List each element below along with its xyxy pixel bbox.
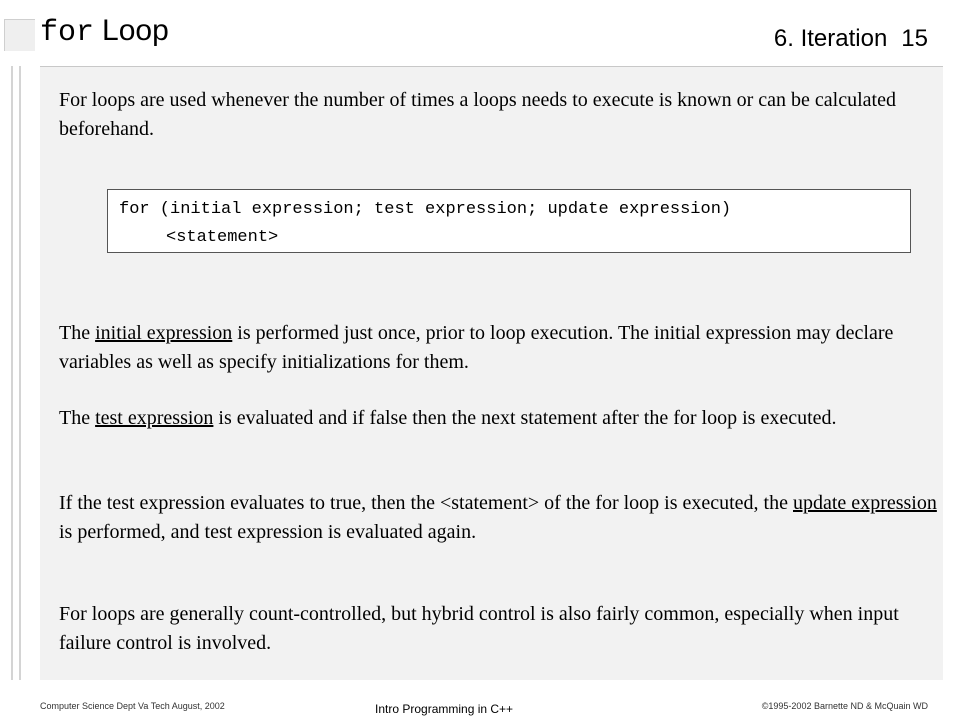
test-expression-paragraph — [59, 404, 939, 433]
slide-title — [40, 14, 169, 54]
content-panel-top-border — [40, 66, 943, 67]
footer-copyright: ©1995-2002 Barnette ND & McQuain WD — [761, 701, 928, 711]
paragraph-text: is performed, and test expression is evaluated again. — [59, 521, 477, 543]
term-initial-expression: initial expression — [95, 322, 233, 344]
syntax-code-box — [107, 189, 911, 253]
title-keyword: for — [40, 16, 95, 50]
footer-course: Intro Programming in C++ — [375, 702, 514, 716]
corner-decoration — [4, 19, 35, 51]
paragraph-text: If the test expression evaluates to true, then the <statement> of the for loop is executed, the — [59, 492, 793, 514]
left-margin-rule-inner — [19, 66, 21, 680]
left-margin-rule-outer — [11, 66, 13, 680]
chapter-header — [774, 25, 928, 53]
term-test-expression: test expression — [95, 407, 214, 429]
paragraph-text: The — [59, 407, 96, 429]
control-paragraph: For loops are generally count-controlled, but hybrid control is also fairly common, especially when input failure control is involved. — [59, 603, 899, 654]
paragraph-text: is performed just once, prior to loop execution. The initial expression may declare variables as well as specify initializations for them. — [59, 322, 894, 373]
syntax-line-2: <statement> — [166, 228, 279, 247]
initial-expression-paragraph — [59, 319, 939, 377]
paragraph-text: is evaluated and if false then the next statement after the for loop is executed. — [213, 407, 837, 429]
syntax-line-1: for (initial expression; test expression; update expression) — [119, 200, 732, 219]
page-number: 15 — [901, 25, 928, 52]
footer-department: Computer Science Dept Va Tech August, 2002 — [40, 701, 225, 711]
paragraph-text: The — [59, 322, 96, 344]
title-text: Loop — [102, 14, 169, 47]
update-expression-paragraph — [59, 489, 939, 547]
chapter-label: 6. Iteration — [773, 25, 888, 52]
term-update-expression: update expression — [793, 492, 937, 514]
intro-paragraph: For loops are used whenever the number of times a loops needs to execute is known or can be calculated beforehand. — [59, 89, 896, 140]
